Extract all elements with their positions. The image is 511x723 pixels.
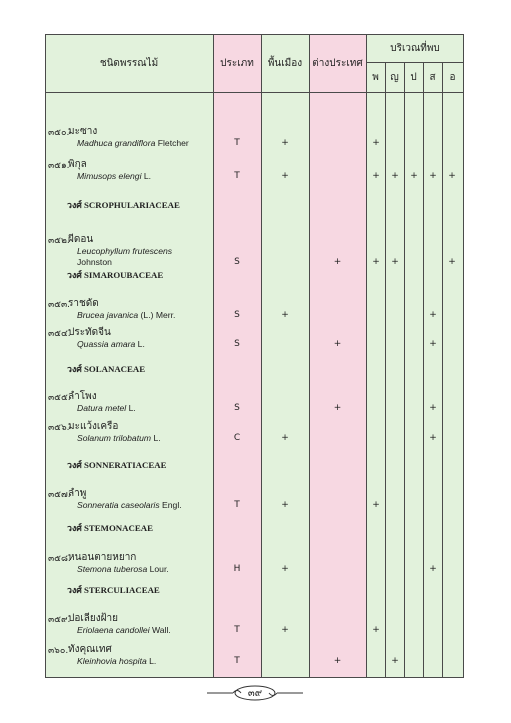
scientific-name-cont: Johnston [77, 257, 112, 267]
table-top-line [45, 34, 464, 35]
area-mark: + [429, 564, 437, 574]
thai-name: ผีดอน [68, 234, 94, 245]
species-number: ๓๕๕. [48, 393, 71, 403]
area-mark: + [372, 171, 380, 181]
type-value: T [234, 656, 240, 666]
area-mark: + [372, 138, 380, 148]
area-mark: + [372, 625, 380, 635]
type-value: S [234, 403, 240, 413]
area-mark: + [372, 500, 380, 510]
col-line [213, 34, 214, 678]
header-area: บริเวณที่พบ [390, 43, 440, 54]
col-line [45, 34, 46, 678]
scientific-name [77, 564, 169, 574]
type-value: S [234, 310, 240, 320]
area-mark: + [429, 433, 437, 443]
scientific-name-text: Leucophyllum frutescens [77, 246, 173, 256]
header-area-pp: ป [410, 72, 417, 83]
area-mark: + [429, 171, 437, 181]
area-mark: + [391, 171, 399, 181]
native-value: + [281, 625, 289, 635]
species-number: ๓๕๐. [48, 128, 70, 138]
type-value: H [233, 564, 241, 574]
page-footer [205, 684, 305, 702]
scientific-name [77, 625, 171, 635]
thai-name: ประทัดจีน [68, 327, 111, 338]
type-value: T [234, 625, 240, 635]
species-number: ๓๕๒. [48, 236, 70, 246]
table-bottom-line [45, 677, 464, 678]
header-area-s: ส [429, 72, 436, 83]
author-name: L. [149, 656, 157, 666]
species-table [45, 34, 464, 678]
author-name: L. [143, 171, 152, 181]
species-number: ๓๕๖. [48, 423, 70, 433]
family-label: วงศ์ SIMAROUBACEAE [67, 270, 164, 280]
col-line [385, 62, 386, 678]
page-number: ๓๙ [247, 688, 263, 699]
header-type: ประเภท [220, 58, 254, 69]
species-number: ๓๕๘. [48, 554, 71, 564]
thai-name: มะแว้งเครือ [68, 421, 119, 432]
author-name: (L.) Merr. [140, 310, 176, 320]
scientific-name [77, 171, 151, 181]
foreign-value: + [333, 339, 342, 349]
family-label: วงศ์ SCROPHULARIACEAE [67, 200, 180, 210]
thai-name: ราชดัด [68, 298, 99, 309]
species-number: ๓๕๓. [48, 300, 70, 310]
col-line [309, 34, 310, 678]
thai-name: ลำพู [68, 488, 87, 499]
species-number: ๓๕๔. [48, 329, 71, 339]
thai-name: หนอนตายหยาก [68, 552, 137, 563]
area-mark: + [448, 171, 456, 181]
col-line [261, 34, 262, 678]
header-area-o: อ [449, 72, 456, 83]
col-line [423, 62, 424, 678]
thai-name: พิกุล [68, 159, 87, 170]
type-value: S [234, 339, 240, 349]
scientific-name [77, 500, 182, 510]
scientific-name [77, 656, 156, 666]
thai-name: ทังคุณเทศ [68, 644, 112, 655]
scientific-name [77, 246, 172, 256]
area-subheader-line [366, 62, 464, 63]
col-line [404, 62, 405, 678]
foreign-column-band [309, 34, 366, 678]
scientific-name-text: Kleinhovia hospita [77, 656, 147, 666]
scientific-name-text: Eriolaena candollei [77, 625, 150, 635]
area-mark: + [429, 339, 437, 349]
scientific-name-text: Solanum trilobatum [77, 433, 152, 443]
native-value: + [281, 500, 289, 510]
family-label: วงศ์ SOLANACEAE [67, 364, 146, 374]
area-mark: + [429, 310, 437, 320]
header-bottom-line [45, 92, 464, 93]
header-area-p: พ [372, 72, 379, 83]
foreign-value: + [333, 257, 342, 267]
type-value: S [234, 257, 240, 267]
scientific-name [77, 310, 175, 320]
area-mark: + [429, 403, 437, 413]
author-name: Lour. [149, 564, 169, 574]
type-value: C [233, 433, 241, 443]
area-mark: + [391, 257, 399, 267]
species-number: ๓๕๙. [48, 615, 71, 625]
family-label: วงศ์ SONNERATIACEAE [67, 460, 167, 470]
header-native: พื้นเมือง [267, 58, 303, 69]
scientific-name-text: Madhuca grandiflora [77, 138, 156, 148]
species-number: ๓๕๑. [48, 161, 70, 171]
col-line [463, 34, 464, 678]
author-name: Wall. [152, 625, 171, 635]
col-line [366, 34, 367, 678]
family-label: วงศ์ STEMONACEAE [67, 523, 153, 533]
type-value: T [234, 138, 240, 148]
scientific-name-text: Quassia amara [77, 339, 136, 349]
type-value: T [234, 171, 240, 181]
scientific-name-text: Brucea javanica [77, 310, 139, 320]
header-name: ชนิดพรรณไม้ [99, 58, 159, 69]
scientific-name-text: Mimusops elengi [77, 171, 142, 181]
thai-name: ลำโพง [68, 391, 97, 402]
scientific-name-text: Sonneratia caseolaris [77, 500, 160, 510]
scientific-name [77, 138, 189, 148]
type-value: T [234, 500, 240, 510]
species-number: ๓๖๐. [48, 646, 69, 656]
scientific-name [77, 339, 145, 349]
native-value: + [281, 138, 289, 148]
scientific-name [77, 403, 136, 413]
native-value: + [281, 171, 289, 181]
foreign-value: + [333, 403, 342, 413]
author-name: L. [137, 339, 145, 349]
native-value: + [281, 310, 289, 320]
header-foreign: ต่างประเทศ [312, 58, 363, 69]
area-mark: + [372, 257, 380, 267]
scientific-name-text: Datura metel [77, 403, 127, 413]
author-name: L. [153, 433, 161, 443]
native-value: + [281, 433, 289, 443]
species-number: ๓๕๗. [48, 490, 71, 500]
scientific-name [77, 433, 161, 443]
col-line [442, 62, 443, 678]
scientific-name-text: Stemona tuberosa [77, 564, 148, 574]
native-value: + [281, 564, 289, 574]
header-area-y: ญ [390, 72, 399, 83]
area-mark: + [391, 656, 399, 666]
family-label: วงศ์ STERCULIACEAE [67, 585, 160, 595]
thai-name: ปอเลียงฝ้าย [68, 613, 118, 624]
foreign-value: + [333, 656, 342, 666]
author-name: L. [128, 403, 136, 413]
area-mark: + [410, 171, 418, 181]
author-name: Engl. [162, 500, 182, 510]
thai-name: มะซาง [68, 126, 98, 137]
author-name: Fletcher [157, 138, 189, 148]
type-column-band [213, 34, 261, 678]
area-mark: + [448, 257, 456, 267]
